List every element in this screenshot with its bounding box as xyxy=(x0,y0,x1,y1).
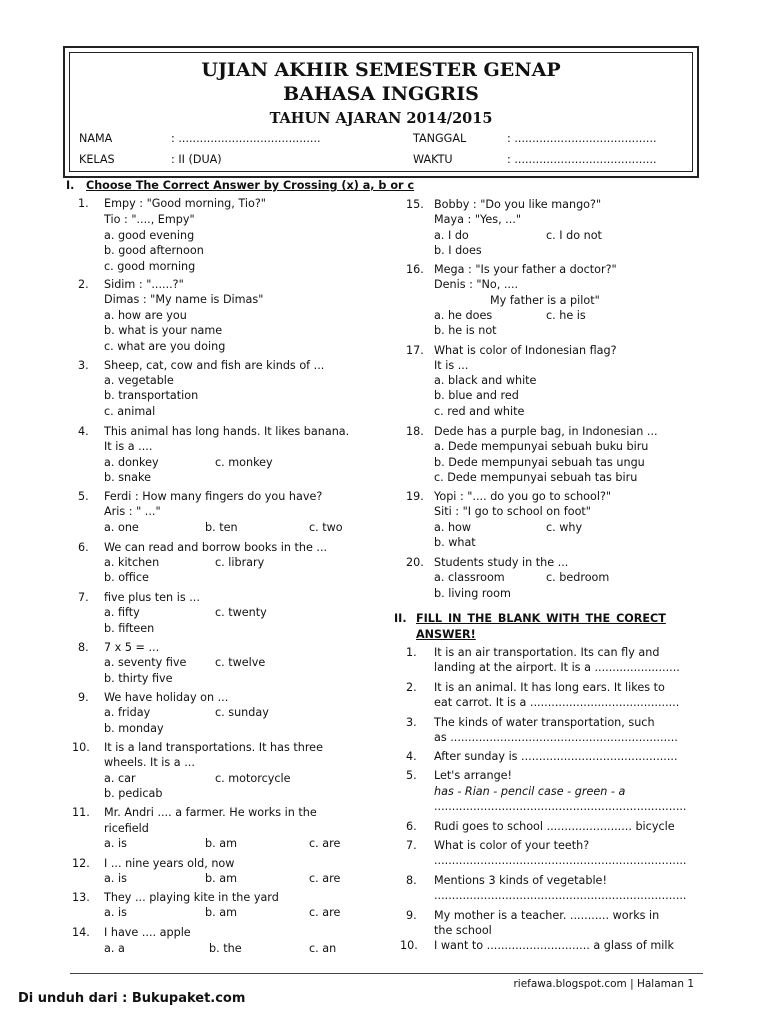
option-c: c. twenty xyxy=(215,606,267,619)
question-text: After sunday is ............................................ xyxy=(434,750,678,763)
section2-title: FILL IN THE BLANK WITH THE CORECT xyxy=(416,612,666,625)
question-text: landing at the airport. It is a ........................ xyxy=(434,661,680,674)
option-c: c. Dede mempunyai sebuah tas biru xyxy=(434,471,638,484)
exam-header-inner-border xyxy=(69,52,693,172)
question-text: I ... nine years old, now xyxy=(104,857,235,870)
option-b: b. the xyxy=(209,942,242,955)
option-c: c. are xyxy=(309,906,341,919)
question-text: as ................................................................ xyxy=(434,731,678,744)
option-b: b. pedicab xyxy=(104,787,163,800)
option-a: a. donkey xyxy=(104,456,159,469)
option-b: b. am xyxy=(205,872,237,885)
option-a: a. I do xyxy=(434,229,469,242)
question-number: 13. xyxy=(72,891,90,904)
option-b: b. blue and red xyxy=(434,389,519,402)
option-a: a. car xyxy=(104,772,136,785)
kelas-label: KELAS xyxy=(79,153,115,166)
nama-field: : ........................................ xyxy=(171,132,321,145)
question-number: 5. xyxy=(78,490,89,503)
question-number: 10. xyxy=(400,939,418,952)
option-b: b. snake xyxy=(104,471,151,484)
question-text: Sheep, cat, cow and fish are kinds of ... xyxy=(104,359,325,372)
question-text: the school xyxy=(434,924,492,937)
question-number: 10. xyxy=(72,741,90,754)
question-text: five plus ten is ... xyxy=(104,591,200,604)
option-a: a. seventy five xyxy=(104,656,187,669)
option-c: c. what are you doing xyxy=(104,340,226,353)
question-text: It is ... xyxy=(434,359,469,372)
question-text: I have .... apple xyxy=(104,926,191,939)
option-a: a. fifty xyxy=(104,606,140,619)
question-text: Mr. Andri .... a farmer. He works in the xyxy=(104,806,317,819)
waktu-field: : ........................................ xyxy=(507,153,657,166)
question-text: It is a .... xyxy=(104,440,153,453)
question-text: Dimas : "My name is Dimas" xyxy=(104,293,264,306)
section1-number: I. xyxy=(66,179,75,192)
question-text: They ... playing kite in the yard xyxy=(104,891,279,904)
option-c: c. are xyxy=(309,872,341,885)
option-c: c. sunday xyxy=(215,706,269,719)
option-c: c. bedroom xyxy=(546,571,610,584)
question-text: Siti : "I go to school on foot" xyxy=(434,505,591,518)
option-a: a. Dede mempunyai sebuah buku biru xyxy=(434,440,649,453)
subject-title: BAHASA INGGRIS xyxy=(283,83,479,105)
question-text: Mega : "Is your father a doctor?" xyxy=(434,263,617,276)
question-text: The kinds of water transportation, such xyxy=(434,716,655,729)
question-number: 8. xyxy=(406,874,417,887)
question-number: 2. xyxy=(78,278,89,291)
question-text: It is a land transportations. It has three xyxy=(104,741,323,754)
question-number: 18. xyxy=(406,425,424,438)
tanggal-field: : ........................................ xyxy=(507,132,657,145)
question-text: Students study in the ... xyxy=(434,556,569,569)
question-text: Denis : "No, .... xyxy=(434,278,519,291)
question-text: Bobby : "Do you like mango?" xyxy=(434,198,602,211)
option-b: b. good afternoon xyxy=(104,244,204,257)
option-a: a. black and white xyxy=(434,374,537,387)
option-b: b. transportation xyxy=(104,389,199,402)
option-a: a. vegetable xyxy=(104,374,174,387)
question-text: We can read and borrow books in the ... xyxy=(104,541,328,554)
option-c: c. twelve xyxy=(215,656,266,669)
option-b: b. what is your name xyxy=(104,324,223,337)
question-text: Yopi : ".... do you go to school?" xyxy=(434,490,612,503)
question-number: 3. xyxy=(78,359,89,372)
option-b: b. fifteen xyxy=(104,622,155,635)
kelas-field: : II (DUA) xyxy=(171,153,222,166)
question-number: 19. xyxy=(406,490,424,503)
question-text: wheels. It is a ... xyxy=(104,756,195,769)
option-c: c. red and white xyxy=(434,405,525,418)
nama-label: NAMA xyxy=(79,132,113,145)
question-number: 6. xyxy=(78,541,89,554)
question-text: Dede has a purple bag, in Indonesian ... xyxy=(434,425,658,438)
question-text: What is color of your teeth? xyxy=(434,839,590,852)
question-number: 1. xyxy=(78,197,89,210)
question-number: 7. xyxy=(78,591,89,604)
answer-line: ....................................................................... xyxy=(434,889,687,902)
option-a: a. good evening xyxy=(104,229,195,242)
question-text: Ferdi : How many fingers do you have? xyxy=(104,490,323,503)
academic-year: TAHUN AJARAN 2014/2015 xyxy=(269,110,493,127)
option-b: b. I does xyxy=(434,244,482,257)
question-number: 7. xyxy=(406,839,417,852)
question-text: My mother is a teacher. ........... works in xyxy=(434,909,660,922)
question-number: 4. xyxy=(406,750,417,763)
question-number: 16. xyxy=(406,263,424,276)
question-text: Maya : "Yes, ..." xyxy=(434,213,521,226)
question-number: 20. xyxy=(406,556,424,569)
question-text: What is color of Indonesian flag? xyxy=(434,344,617,357)
option-c: c. monkey xyxy=(215,456,273,469)
question-number: 4. xyxy=(78,425,89,438)
option-c: c. good morning xyxy=(104,260,196,273)
question-number: 15. xyxy=(406,198,424,211)
question-text: Tio : "...., Empy" xyxy=(104,213,195,226)
option-a: a. how are you xyxy=(104,309,187,322)
option-b: b. office xyxy=(104,571,149,584)
option-b: b. Dede mempunyai sebuah tas ungu xyxy=(434,456,645,469)
answer-line: ....................................................................... xyxy=(434,800,687,813)
question-number: 1. xyxy=(406,646,417,659)
question-number: 2. xyxy=(406,681,417,694)
question-text: Sidim : "......?" xyxy=(104,278,184,291)
question-text: My father is a pilot" xyxy=(490,294,600,307)
option-a: a. is xyxy=(104,906,127,919)
exam-header-box xyxy=(63,46,699,178)
option-c: c. library xyxy=(215,556,265,569)
option-c: c. animal xyxy=(104,405,156,418)
option-c: c. why xyxy=(546,521,583,534)
question-text: 7 x 5 = ... xyxy=(104,641,160,654)
question-text: It is an animal. It has long ears. It likes to xyxy=(434,681,665,694)
exam-title: UJIAN AKHIR SEMESTER GENAP xyxy=(201,59,561,81)
question-text: Aris : " ..." xyxy=(104,505,161,518)
question-number: 6. xyxy=(406,820,417,833)
option-b: b. ten xyxy=(205,521,238,534)
question-text: It is an air transportation. Its can fly and xyxy=(434,646,660,659)
question-text: Empy : "Good morning, Tio?" xyxy=(104,197,266,210)
question-text: We have holiday on ... xyxy=(104,691,229,704)
word-scramble: has - Rian - pencil case - green - a xyxy=(434,785,626,798)
waktu-label: WAKTU xyxy=(413,153,453,166)
option-a: a. is xyxy=(104,837,127,850)
section2-title-continued: ANSWER! xyxy=(416,628,476,641)
question-number: 9. xyxy=(406,909,417,922)
question-number: 8. xyxy=(78,641,89,654)
option-b: b. what xyxy=(434,536,476,549)
option-b: b. monday xyxy=(104,722,164,735)
option-c: c. an xyxy=(309,942,337,955)
option-a: a. is xyxy=(104,872,127,885)
option-c: c. are xyxy=(309,837,341,850)
option-a: a. kitchen xyxy=(104,556,160,569)
option-b: b. am xyxy=(205,837,237,850)
question-number: 12. xyxy=(72,857,90,870)
question-text: This animal has long hands. It likes banana. xyxy=(104,425,350,438)
option-c: c. motorcycle xyxy=(215,772,291,785)
option-a: a. how xyxy=(434,521,472,534)
option-c: c. two xyxy=(309,521,343,534)
question-number: 5. xyxy=(406,769,417,782)
section1-title: Choose The Correct Answer by Crossing (x) a, b or c xyxy=(86,179,415,192)
question-text: Rudi goes to school ........................ bicycle xyxy=(434,820,675,833)
option-a: a. classroom xyxy=(434,571,505,584)
option-b: b. am xyxy=(205,906,237,919)
question-text: Mentions 3 kinds of vegetable! xyxy=(434,874,607,887)
option-a: a. one xyxy=(104,521,139,534)
tanggal-label: TANGGAL xyxy=(413,132,467,145)
option-c: c. he is xyxy=(546,309,586,322)
question-text: eat carrot. It is a .......................................... xyxy=(434,696,680,709)
question-number: 11. xyxy=(72,806,90,819)
question-text: Let's arrange! xyxy=(434,769,513,782)
question-number: 17. xyxy=(406,344,424,357)
question-number: 9. xyxy=(78,691,89,704)
footer-divider xyxy=(70,973,703,974)
option-a: a. a xyxy=(104,942,125,955)
option-a: a. he does xyxy=(434,309,493,322)
question-number: 3. xyxy=(406,716,417,729)
option-b: b. he is not xyxy=(434,324,497,337)
question-text: ricefield xyxy=(104,822,149,835)
section2-number: II. xyxy=(394,612,407,625)
question-text: I want to ............................. a glass of milk xyxy=(434,939,674,952)
answer-line: ....................................................................... xyxy=(434,854,687,867)
option-b: b. thirty five xyxy=(104,672,173,685)
download-source: Di unduh dari : Bukupaket.com xyxy=(18,991,246,1006)
question-number: 14. xyxy=(72,926,90,939)
option-a: a. friday xyxy=(104,706,151,719)
page-footer: riefawa.blogspot.com | Halaman 1 xyxy=(513,978,694,990)
option-c: c. I do not xyxy=(546,229,602,242)
option-b: b. living room xyxy=(434,587,511,600)
